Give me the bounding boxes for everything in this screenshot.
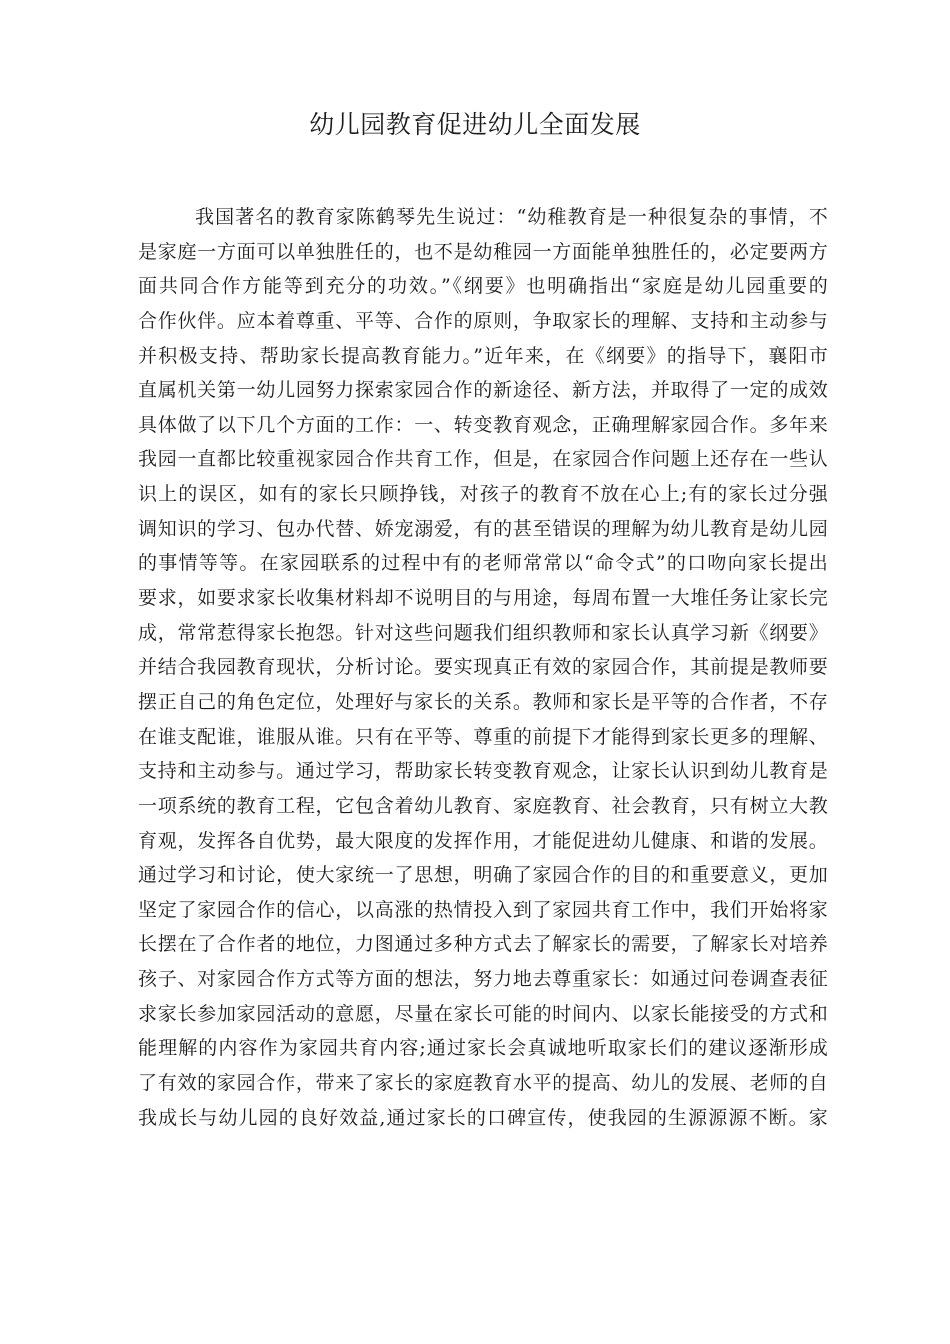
paragraph-line: 直属机关第一幼儿园努力探索家园合作的新途径、新方法，并取得了一定的成效 bbox=[138, 379, 828, 402]
paragraph-line: 调知识的学习、包办代替、娇宠溺爱，有的甚至错误的理解为幼儿教育是幼儿园 bbox=[138, 517, 828, 540]
paragraph-line: 支持和主动参与。通过学习，帮助家长转变教育观念，让家长认识到幼儿教育是 bbox=[138, 760, 828, 783]
paragraph-line: 的事情等等。在家园联系的过程中有的老师常常以“命令式”的口吻向家长提出 bbox=[138, 552, 828, 575]
paragraph-line: 坚定了家园合作的信心，以高涨的热情投入到了家园共育工作中，我们开始将家 bbox=[138, 898, 828, 921]
paragraph-line: 长摆在了合作者的地位，力图通过多种方式去了解家长的需要，了解家长对培养 bbox=[138, 933, 828, 956]
document-body bbox=[138, 200, 828, 1135]
paragraph-line: 是家庭一方面可以单独胜任的，也不是幼稚园一方面能单独胜任的，必定要两方 bbox=[138, 240, 828, 263]
paragraph-line: 我园一直都比较重视家园合作共育工作，但是，在家园合作问题上还存在一些认 bbox=[138, 448, 828, 471]
paragraph-line: 要求，如要求家长收集材料却不说明目的与用途，每周布置一大堆任务让家长完 bbox=[138, 587, 828, 610]
paragraph-line: 识上的误区，如有的家长只顾挣钱，对孩子的教育不放在心上;有的家长过分强 bbox=[138, 483, 828, 506]
paragraph-line: 摆正自己的角色定位，处理好与家长的关系。教师和家长是平等的合作者，不存 bbox=[138, 690, 828, 713]
paragraph-line: 并积极支持、帮助家长提高教育能力。”近年来，在《纲要》的指导下，襄阳市 bbox=[138, 344, 828, 367]
paragraph-line: 具体做了以下几个方面的工作：一、转变教育观念，正确理解家园合作。多年来 bbox=[138, 413, 828, 436]
paragraph-line: 了有效的家园合作，带来了家长的家庭教育水平的提高、幼儿的发展、老师的自 bbox=[138, 1072, 828, 1095]
paragraph-line: 育观，发挥各自优势，最大限度的发挥作用，才能促进幼儿健康、和谐的发展。 bbox=[138, 829, 828, 852]
paragraph-line: 成，常常惹得家长抱怨。针对这些问题我们组织教师和家长认真学习新《纲要》 bbox=[138, 621, 828, 644]
paragraph-line: 一项系统的教育工程，它包含着幼儿教育、家庭教育、社会教育，只有树立大教 bbox=[138, 794, 828, 817]
paragraph-line: 我国著名的教育家陈鹤琴先生说过：“幼稚教育是一种很复杂的事情，不 bbox=[195, 206, 828, 228]
paragraph-line: 我成长与幼儿园的良好效益,通过家长的口碑宣传，使我园的生源源源不断。家 bbox=[138, 1106, 828, 1129]
paragraph-line: 通过学习和讨论，使大家统一了思想，明确了家园合作的目的和重要意义，更加 bbox=[138, 864, 828, 887]
paragraph-line: 在谁支配谁，谁服从谁。只有在平等、尊重的前提下才能得到家长更多的理解、 bbox=[138, 725, 828, 748]
paragraph-line: 并结合我园教育现状，分析讨论。要实现真正有效的家园合作，其前提是教师要 bbox=[138, 656, 828, 679]
document-title: 幼儿园教育促进幼儿全面发展 bbox=[309, 110, 641, 139]
paragraph-line: 能理解的内容作为家园共育内容;通过家长会真诚地听取家长们的建议逐渐形成 bbox=[138, 1037, 828, 1060]
paragraph-line: 面共同合作方能等到充分的功效。”《纲要》也明确指出“家庭是幼儿园重要的 bbox=[138, 275, 828, 298]
paragraph-line: 孩子、对家园合作方式等方面的想法，努力地去尊重家长：如通过问卷调查表征 bbox=[138, 968, 828, 991]
paragraph-line: 求家长参加家园活动的意愿，尽量在家长可能的时间内、以家长能接受的方式和 bbox=[138, 1002, 828, 1025]
paragraph-line: 合作伙伴。应本着尊重、平等、合作的原则，争取家长的理解、支持和主动参与 bbox=[138, 309, 828, 332]
